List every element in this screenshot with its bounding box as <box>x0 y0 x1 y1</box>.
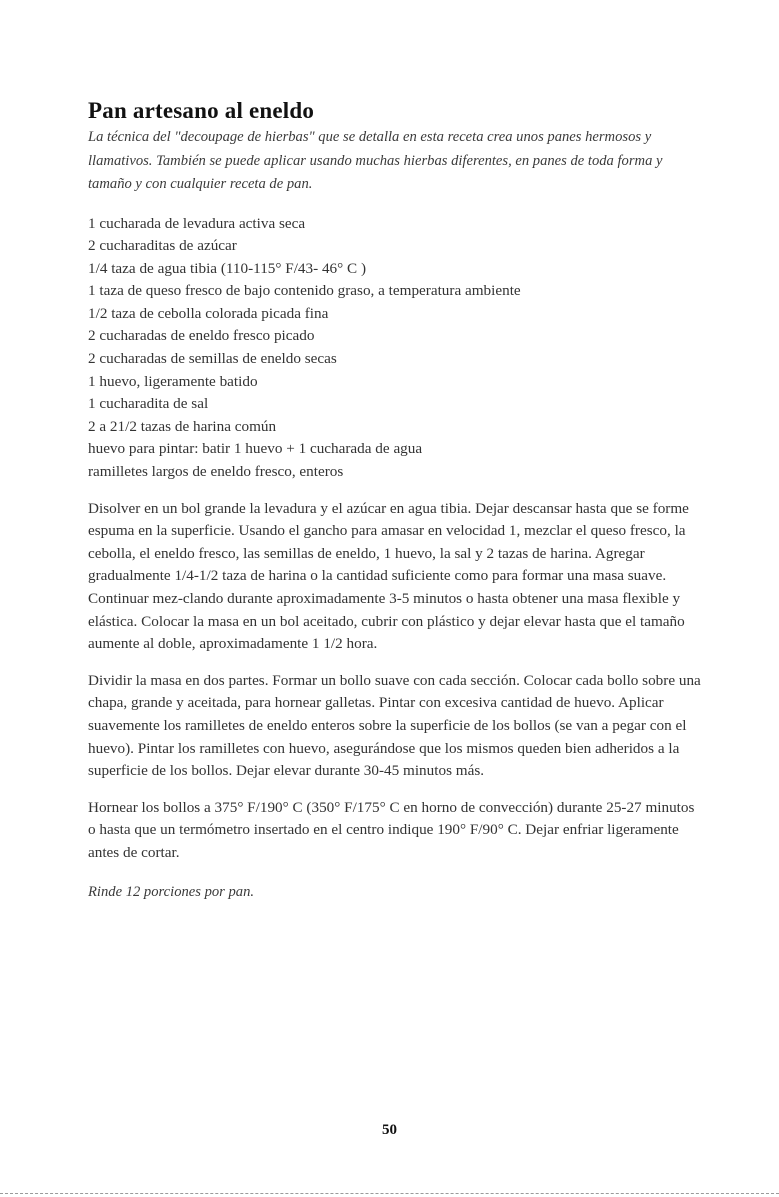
ingredient-item: 1/4 taza de agua tibia (110-115° F/43- 46° C ) <box>88 259 367 277</box>
recipe-page <box>88 98 703 903</box>
instruction-step-3: Hornear los bollos a 375° F/190° C (350° F/175° C en horno de convección) durante 25-27 minutos o hasta que un termómetro insertado en el centro indique 190° F/90° C. Dejar enfriar ligeramente antes de cortar. <box>88 798 695 861</box>
ingredient-item: 2 cucharadas de semillas de eneldo secas <box>88 350 337 368</box>
ingredient-item: 1 cucharadita de sal <box>88 395 209 413</box>
ingredient-list <box>88 213 703 484</box>
ingredient-item: 1 cucharada de levadura activa seca <box>88 214 306 232</box>
ingredient-item: 2 a 21/2 tazas de harina común <box>88 417 277 435</box>
ingredient-item: 1 taza de queso fresco de bajo contenido graso, a temperatura ambiente <box>88 282 521 300</box>
instruction-step-2: Dividir la masa en dos partes. Formar un bollo suave con cada sección. Colocar cada bollo sobre una chapa, grande y aceitada, para hornear galletas. Pintar con excesiva cantidad de huevo. Aplicar suavemente los ramilletes de eneldo enteros sobre la superficie de los bollos (se van a pegar con el huevo). Pintar los ramilletes con huevo, asegurándose que los mismos queden bien adheridos a la superficie de los bollos. Dejar elevar durante 30-45 minutos más. <box>88 671 701 780</box>
ingredient-item: huevo para pintar: batir 1 huevo + 1 cucharada de agua <box>88 440 423 458</box>
ingredient-item: ramilletes largos de eneldo fresco, enteros <box>88 463 344 481</box>
recipe-intro: La técnica del "decoupage de hierbas" que se detalla en esta receta crea unos panes hermosos y llamativos. También se puede aplicar usando muchas hierbas diferentes, en panes de toda forma y tamaño y con cualquier receta de pan. <box>88 129 663 192</box>
ingredient-item: 1/2 taza de cebolla colorada picada fina <box>88 304 329 322</box>
ingredient-item: 2 cucharadas de eneldo fresco picado <box>88 327 315 345</box>
ingredient-item: 1 huevo, ligeramente batido <box>88 372 258 390</box>
instruction-step-1: Disolver en un bol grande la levadura y el azúcar en agua tibia. Dejar descansar hasta que se forme espuma en la superficie. Usando el gancho para amasar en velocidad 1, mezclar el queso fresco, la cebolla, el eneldo fresco, las semillas de eneldo, 1 huevo, la sal y 2 tazas de harina. Agregar gradualmente 1/4-1/2 taza de harina o la cantidad suficiente como para formar una masa suave. Continuar mez-clando durante aproximadamente 3-5 minutos o hasta obtener una masa flexible y elástica. Colocar la masa en un bol aceitado, cubrir con plástico y dejar elevar hasta que el tamaño aumente al doble, aproximadamente 1 1/2 hora. <box>88 499 689 653</box>
ingredient-item: 2 cucharaditas de azúcar <box>88 237 237 255</box>
recipe-title: Pan artesano al eneldo <box>88 98 315 123</box>
page-bottom-rule <box>0 1193 779 1194</box>
page-number: 50 <box>382 1122 397 1138</box>
recipe-yield: Rinde 12 porciones por pan. <box>88 883 255 900</box>
